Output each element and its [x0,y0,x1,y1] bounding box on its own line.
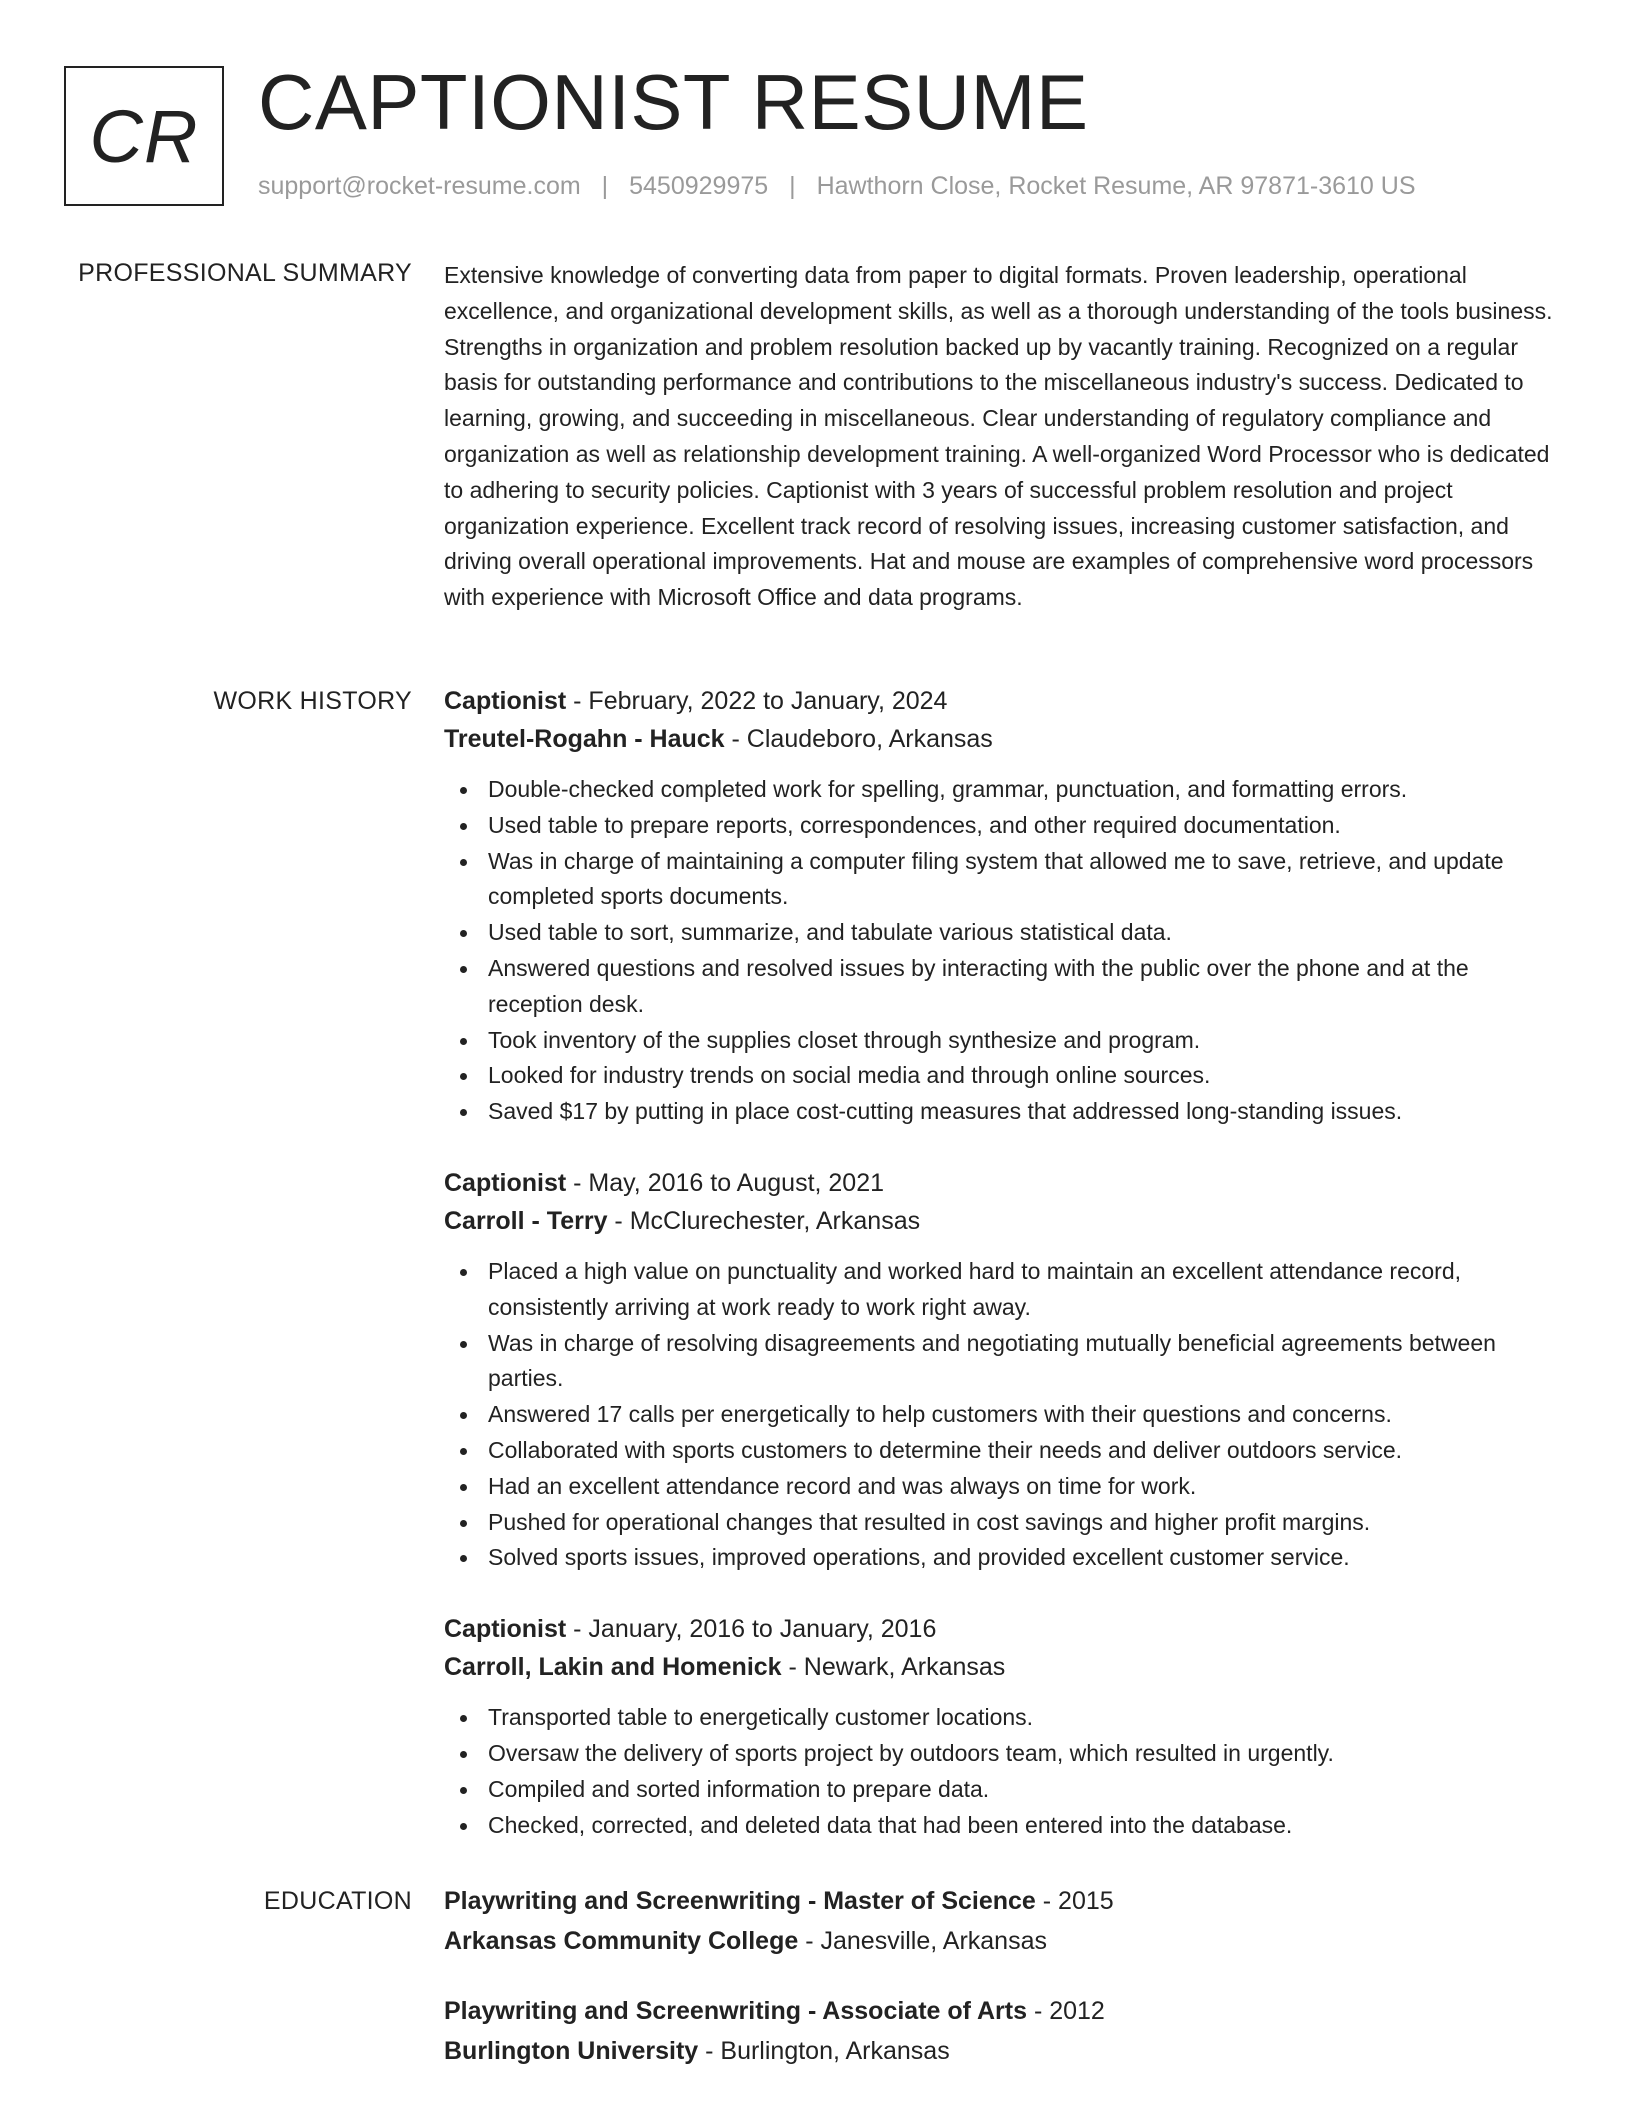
list-item: Checked, corrected, and deleted data that had been entered into the database. [444,1808,1568,1844]
job-company-line [444,1202,1568,1240]
education-school: Arkansas Community College [444,1927,799,1955]
list-item: Answered questions and resolved issues by interacting with the public over the phone and at the reception desk. [444,951,1568,1023]
list-item: Used table to prepare reports, correspondences, and other required documentation. [444,808,1568,844]
education-year: - 2012 [1027,1997,1105,2025]
contact-separator: | [601,172,609,200]
monogram-logo: CR [64,66,224,206]
section-heading: PROFESSIONAL SUMMARY [78,259,412,287]
job-bullets [444,1254,1568,1576]
contact-email: support@rocket-resume.com [258,172,581,200]
job-dates: - May, 2016 to August, 2021 [566,1168,885,1197]
education-year: - 2015 [1035,1887,1114,1915]
list-item: Compiled and sorted information to prepare data. [444,1772,1568,1808]
list-item: Took inventory of the supplies closet through synthesize and program. [444,1023,1568,1059]
job-company-line [444,720,1568,758]
job-company-line [444,1648,1568,1686]
list-item: Double-checked completed work for spelling, grammar, punctuation, and formatting errors. [444,772,1568,808]
section-heading: WORK HISTORY [213,687,412,715]
job-title-line [444,1610,1568,1648]
list-item: Was in charge of maintaining a computer filing system that allowed me to save, retrieve, and update completed sports documents. [444,844,1568,916]
job-entry [444,1164,1568,1576]
list-item: Was in charge of resolving disagreements and negotiating mutually beneficial agreements between parties. [444,1326,1568,1398]
education-degree-line [444,1991,1568,2031]
job-location: - Newark, Arkansas [781,1653,1006,1682]
list-item: Solved sports issues, improved operations, and provided excellent customer service. [444,1540,1568,1576]
job-dates: - February, 2022 to January, 2024 [566,687,948,715]
work-history-list [444,682,1568,1877]
job-company: Treutel-Rogahn - Hauck [444,725,725,753]
list-item: Transported table to energetically customer locations. [444,1700,1568,1736]
job-bullets [444,772,1568,1130]
job-dates: - January, 2016 to January, 2016 [566,1615,937,1644]
list-item: Had an excellent attendance record and was always on time for work. [444,1469,1568,1505]
job-title: Captionist [444,687,567,715]
list-item: Placed a high value on punctuality and worked hard to maintain an excellent attendance record, consistently arriving at work ready to work right away. [444,1254,1568,1326]
list-item: Oversaw the delivery of sports project by outdoors team, which resulted in urgently. [444,1736,1568,1772]
job-company: Carroll, Lakin and Homenick [444,1653,782,1682]
summary-text: Extensive knowledge of converting data from paper to digital formats. Proven leadership, operational excellence, and organizational development skills, as well as a thorough understanding of the tools business. Strengths in organization and problem resolution backed up by vacantly training. Recognized on a regular basis for outstanding performance and contributions to the miscellaneous industry's success. Dedicated to learning, growing, and succeeding in miscellaneous. Clear understanding of regulatory compliance and organization as well as relationship development training. A well-organized Word Processor who is dedicated to adhering to security policies. Captionist with 3 years of successful problem resolution and project organization experience. Excellent track record of resolving issues, increasing customer satisfaction, and driving overall operational improvements. Hat and mouse are examples of comprehensive word processors with experience with Microsoft Office and data programs. [444,262,1553,611]
section-heading: EDUCATION [263,1887,412,1915]
education-school-line [444,2031,1568,2071]
job-entry [444,1610,1568,1843]
education-school-line [444,1921,1568,1961]
contact-address: Hawthorn Close, Rocket Resume, AR 97871-3610 US [816,172,1416,200]
education-location: - Janesville, Arkansas [798,1927,1047,1955]
job-title-line [444,1164,1568,1202]
contact-separator: | [789,172,796,200]
list-item: Looked for industry trends on social media and through online sources. [444,1058,1568,1094]
list-item: Saved $17 by putting in place cost-cutting measures that addressed long-standing issues. [444,1094,1568,1130]
job-location: - McClurechester, Arkansas [607,1206,921,1235]
list-item: Answered 17 calls per energetically to help customers with their questions and concerns. [444,1397,1568,1433]
job-title: Captionist [444,1168,567,1197]
education-school: Burlington University [444,2037,699,2065]
education-list [444,1881,1568,2101]
contact-line [258,172,1416,201]
job-location: - Claudeboro, Arkansas [724,725,993,753]
education-degree-line [444,1881,1568,1921]
job-entry [444,682,1568,1130]
education-location: - Burlington, Arkansas [698,2037,950,2065]
job-title-line [444,682,1568,720]
contact-phone: 5450929975 [629,172,769,200]
list-item: Pushed for operational changes that resulted in cost savings and higher profit margins. [444,1505,1568,1541]
education-degree: Playwriting and Screenwriting - Associate of Arts [444,1997,1027,2025]
job-company: Carroll - Terry [444,1206,608,1235]
job-title: Captionist [444,1615,567,1644]
education-entry [444,1991,1568,2071]
list-item: Collaborated with sports customers to determine their needs and deliver outdoors service. [444,1433,1568,1469]
list-item: Used table to sort, summarize, and tabulate various statistical data. [444,915,1568,951]
education-degree: Playwriting and Screenwriting - Master of Science [444,1887,1036,1915]
page-title: CAPTIONIST RESUME [258,58,1089,146]
education-entry [444,1881,1568,1961]
job-bullets [444,1700,1568,1843]
